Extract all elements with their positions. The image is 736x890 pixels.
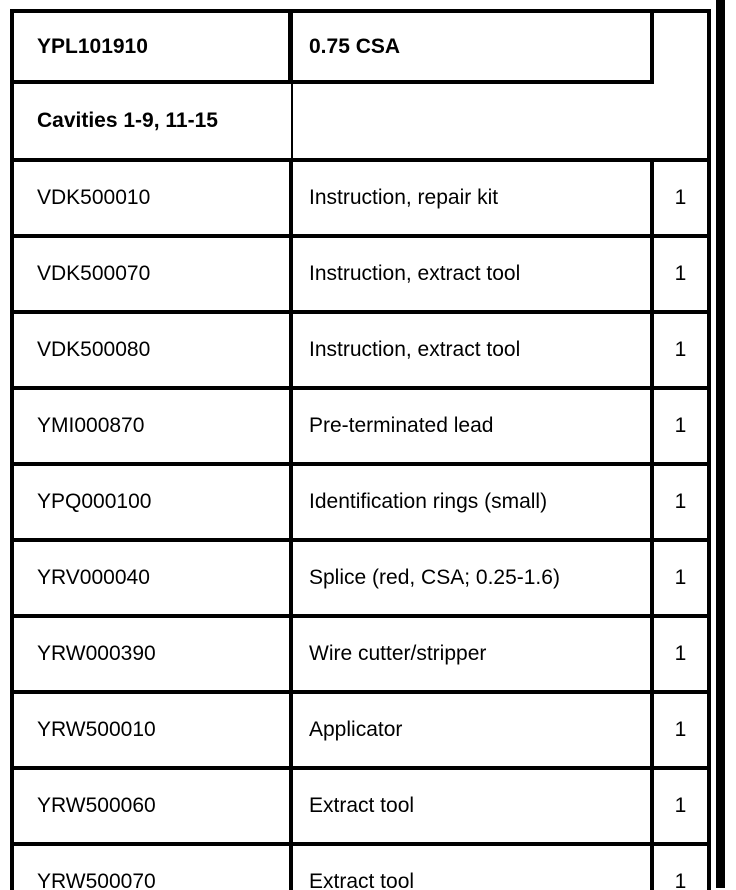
- repair-kit-parts-table: [10, 9, 711, 890]
- item-description: Wire cutter/stripper: [293, 618, 654, 690]
- item-part-number: VDK500070: [14, 238, 293, 310]
- item-qty: 1: [674, 338, 687, 362]
- kit-cavities-label: Cavities 1-9, 11-15: [14, 84, 293, 158]
- item-part-number: YRV000040: [14, 542, 293, 614]
- kit-items-list: [14, 162, 707, 890]
- kit-cavities-empty-cell: [293, 84, 707, 158]
- item-part-number: VDK500080: [14, 314, 293, 386]
- item-description: Instruction, extract tool: [293, 238, 654, 310]
- item-qty: 1: [674, 718, 687, 742]
- kit-wire-size: 0.75 CSA: [293, 13, 654, 84]
- item-qty: 1: [674, 186, 687, 210]
- item-description: Identification rings (small): [293, 466, 654, 538]
- item-row: [14, 846, 707, 890]
- item-row: [14, 314, 707, 390]
- kit-cavities-row: [14, 84, 707, 162]
- item-part-number: YPQ000100: [14, 466, 293, 538]
- kit-header-gap: [654, 13, 707, 84]
- item-row: [14, 542, 707, 618]
- item-description: Extract tool: [293, 770, 654, 842]
- item-part-number: VDK500010: [14, 162, 293, 234]
- kit-header-row: [14, 13, 707, 84]
- item-qty: 1: [674, 642, 687, 666]
- item-description: Extract tool: [293, 846, 654, 890]
- item-row: [14, 238, 707, 314]
- item-row: [14, 390, 707, 466]
- item-description: Applicator: [293, 694, 654, 766]
- item-row: [14, 466, 707, 542]
- item-part-number: YRW000390: [14, 618, 293, 690]
- item-qty: 1: [674, 414, 687, 438]
- item-description: Splice (red, CSA; 0.25-1.6): [293, 542, 654, 614]
- item-qty: 1: [674, 490, 687, 514]
- page-edge-rule: [716, 0, 725, 888]
- item-part-number: YRW500070: [14, 846, 293, 890]
- item-qty: 1: [674, 262, 687, 286]
- item-row: [14, 694, 707, 770]
- item-row: [14, 162, 707, 238]
- item-row: [14, 770, 707, 846]
- item-qty: 1: [674, 566, 687, 590]
- item-description: Pre-terminated lead: [293, 390, 654, 462]
- item-part-number: YRW500060: [14, 770, 293, 842]
- item-description: Instruction, repair kit: [293, 162, 654, 234]
- item-part-number: YRW500010: [14, 694, 293, 766]
- kit-part-number: YPL101910: [14, 13, 293, 84]
- item-qty: 1: [674, 870, 687, 890]
- item-part-number: YMI000870: [14, 390, 293, 462]
- item-description: Instruction, extract tool: [293, 314, 654, 386]
- item-qty: 1: [674, 794, 687, 818]
- item-row: [14, 618, 707, 694]
